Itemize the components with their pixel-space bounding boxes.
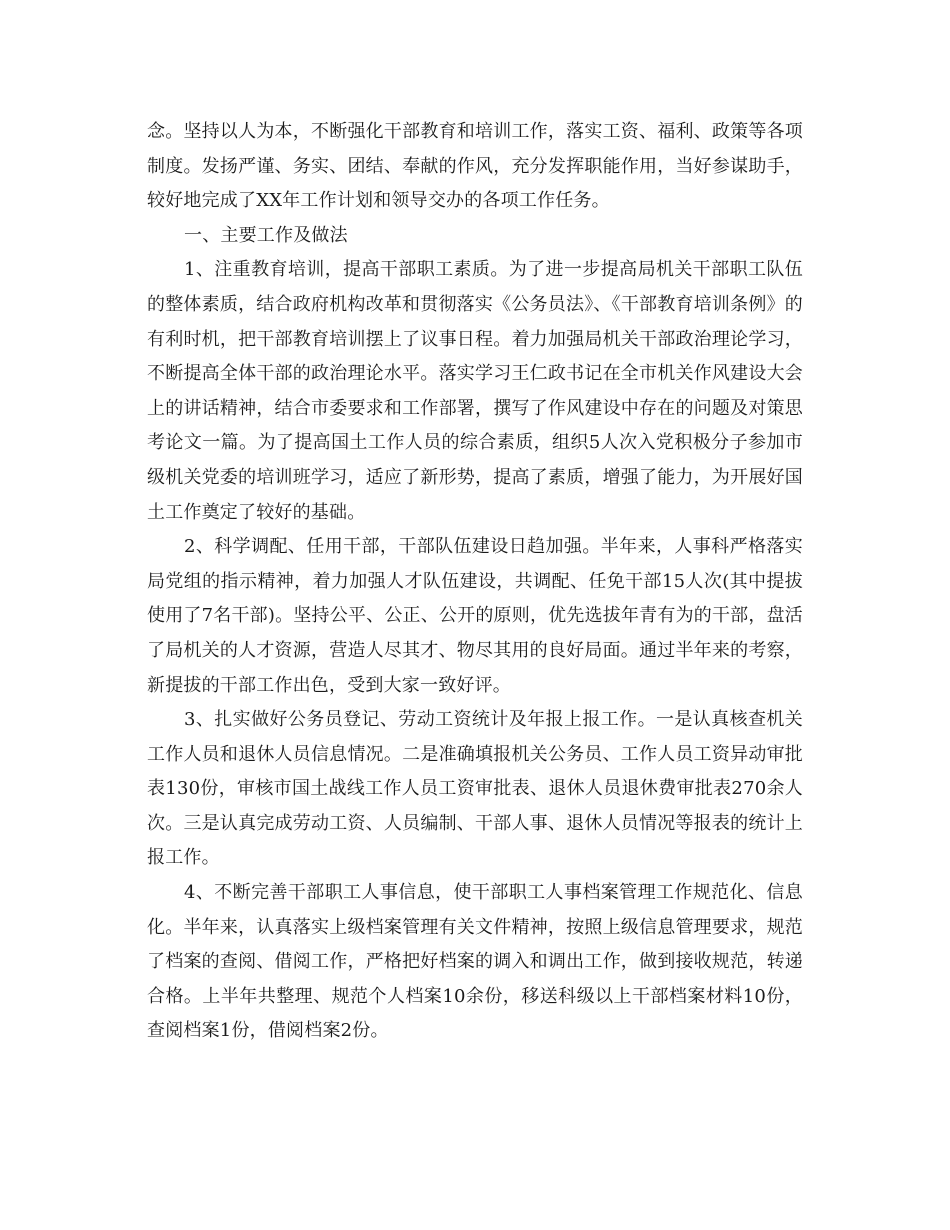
paragraph-item-1: 1、注重教育培训，提高干部职工素质。为了进一步提高局机关干部职工队伍的整体素质，结合政府机构改革和贯彻落实《公务员法》、《干部教育培训条例》的有利时机，把干部教育培训摆上了议事日程。着力加强局机关干部政治理论学习，不断提高全体干部的政治理论水平。落实学习王仁政书记在全市机关作风建设大会上的讲话精神，结合市委要求和工作部署，撰写了作风建设中存在的问题及对策思考论文一篇。为了提高国土工作人员的综合素质，组织5人次入党积极分子参加市级机关党委的培训班学习，适应了新形势，提高了素质，增强了能力，为开展好国土工作奠定了较好的基础。 bbox=[147, 259, 803, 523]
paragraph-continuation: 念。坚持以人为本，不断强化干部教育和培训工作，落实工资、福利、政策等各项制度。发扬严谨、务实、团结、奉献的作风，充分发挥职能作用，当好参谋助手，较好地完成了XX年工作计划和领导交办的各项工作任务。 bbox=[147, 121, 803, 212]
paragraph-item-2: 2、科学调配、任用干部，干部队伍建设日趋加强。半年来，人事科严格落实局党组的指示精神，着力加强人才队伍建设，共调配、任免干部15人次(其中提拔使用了7名干部)。坚持公平、公正、公开的原则，优先选拔年青有为的干部，盘活了局机关的人才资源，营造人尽其才、物尽其用的良好局面。通过半年来的考察，新提拔的干部工作出色，受到大家一致好评。 bbox=[147, 536, 803, 696]
section-heading: 一、主要工作及做法 bbox=[184, 224, 348, 246]
paragraph-item-3: 3、扎实做好公务员登记、劳动工资统计及年报上报工作。一是认真核查机关工作人员和退休人员信息情况。二是准确填报机关公务员、工作人员工资异动审批表130份，审核市国土战线工作人员工资审批表、退休人员退休费审批表270余人次。三是认真完成劳动工资、人员编制、干部人事、退休人员情况等报表的统计上报工作。 bbox=[147, 709, 803, 869]
document-body bbox=[147, 115, 803, 1049]
paragraph-item-4: 4、不断完善干部职工人事信息，使干部职工人事档案管理工作规范化、信息化。半年来，认真落实上级档案管理有关文件精神，按照上级信息管理要求，规范了档案的查阅、借阅工作，严格把好档案的调入和调出工作，做到接收规范，转递合格。上半年共整理、规范个人档案10余份，移送科级以上干部档案材料10份，查阅档案1份，借阅档案2份。 bbox=[147, 882, 803, 1042]
